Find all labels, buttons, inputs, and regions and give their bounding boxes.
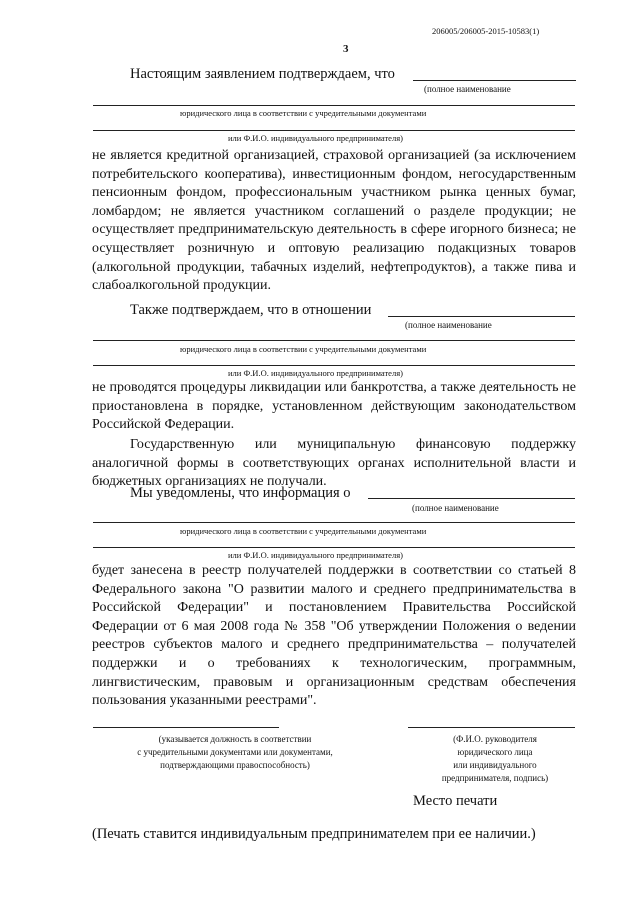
position-caption xyxy=(105,733,365,772)
fill-line xyxy=(388,316,575,317)
fill-line xyxy=(93,365,575,366)
section3-caption-legal-entity: юридического лица в соответствии с учредительными документами xyxy=(180,526,427,536)
section2-intro: Также подтверждаем, что в отношении xyxy=(130,302,372,318)
document-number: 206005/206005-2015-10583(1) xyxy=(432,26,540,36)
name-signature-line xyxy=(408,727,575,728)
section2-support: Государственную или муниципальную финансовую поддержку аналогичной формы в соответствующих органах исполнительной власти и бюджетных организациях не получали. xyxy=(92,437,576,490)
section3-body: будет занесена в реестр получателей поддержки в соответствии со статьей 8 Федерального закона "О развитии малого и среднего предпринимательства в Российской Федерации" и постановлением Правительства Российской Федерации от 6 мая 2008 года № 358 "Об утверждении Положения о ведении реестров субъектов малого и среднего предпринимательства – получателей поддержки и о требованиях к технологическим, программным, лингвистическим, правовым и организационным средствам обеспечения пользования указанными реестрами". xyxy=(92,563,576,709)
section2-caption-entrepreneur: или Ф.И.О. индивидуального предпринимателя) xyxy=(228,368,403,378)
fill-line xyxy=(93,522,575,523)
section1-caption-full-name: (полное наименование xyxy=(424,84,511,94)
section1-body: не является кредитной организацией, страховой организацией (за исключением потребительского кооператива), инвестиционным фондом, негосударственным пенсионным фондом, профессиональным участником рынка ценных бумаг, ломбардом; не является участником соглашений о разделе продукции; не осуществляет предпринимательскую деятельность в сфере игорного бизнеса; не осуществляет розничную и оптовую реализацию подакцизных товаров (алкогольной продукции, табачных изделий, нефтепродуктов), а также пива и слабоалкогольной продукции. xyxy=(92,148,576,294)
name-caption-line: (Ф.И.О. руководителя xyxy=(453,734,537,744)
section2-caption-full-name: (полное наименование xyxy=(405,320,492,330)
name-caption-line: или индивидуального xyxy=(453,760,537,770)
section3-caption-entrepreneur: или Ф.И.О. индивидуального предпринимателя) xyxy=(228,550,403,560)
section1-caption-legal-entity: юридического лица в соответствии с учредительными документами xyxy=(180,108,427,118)
fill-line xyxy=(93,130,575,131)
section3-caption-full-name: (полное наименование xyxy=(412,503,499,513)
fill-line xyxy=(93,105,575,106)
section2-body: не проводятся процедуры ликвидации или банкротства, а также деятельность не приостановлена в порядке, установленном действующим законодательством Российской Федерации. xyxy=(92,380,576,433)
stamp-place: Место печати xyxy=(413,793,498,809)
name-caption-line: предпринимателя, подпись) xyxy=(441,773,549,783)
section3-intro: Мы уведомлены, что информация о xyxy=(130,485,351,501)
fill-line xyxy=(93,547,575,548)
stamp-note: (Печать ставится индивидуальным предпринимателем при ее наличии.) xyxy=(92,826,536,842)
page-number: 3 xyxy=(343,43,349,55)
section1-intro: Настоящим заявлением подтверждаем, что xyxy=(130,66,395,82)
fill-line xyxy=(413,80,576,81)
section1-caption-entrepreneur: или Ф.И.О. индивидуального предпринимателя) xyxy=(228,133,403,143)
position-caption-line: подтверждающими правоспособность) xyxy=(160,760,310,770)
fill-line xyxy=(93,340,575,341)
name-caption-line: юридического лица xyxy=(457,747,533,757)
position-signature-line xyxy=(93,727,279,728)
name-caption xyxy=(420,733,570,785)
section2-caption-legal-entity: юридического лица в соответствии с учредительными документами xyxy=(180,344,427,354)
fill-line xyxy=(368,498,575,499)
position-caption-line: с учредительными документами или документами, xyxy=(137,747,333,757)
position-caption-line: (указывается должность в соответствии xyxy=(158,734,312,744)
